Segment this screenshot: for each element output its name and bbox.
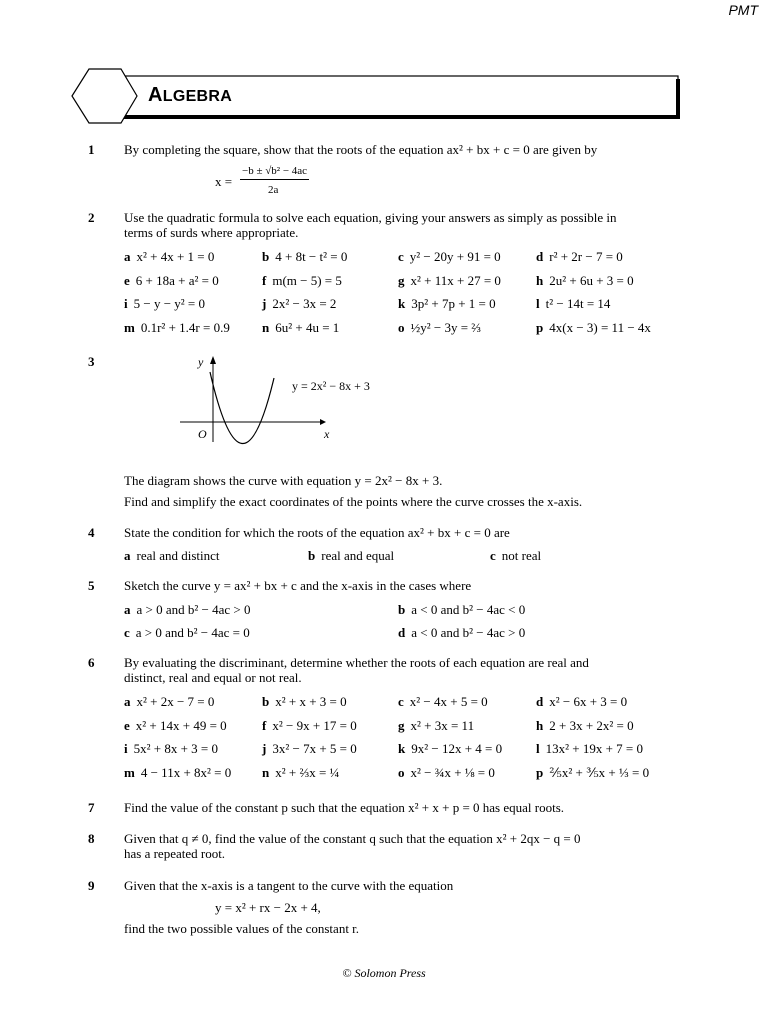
question-text: By completing the square, show that the roots of the equation ax² + bx + c = 0 are given by <box>124 142 598 157</box>
sub-question <box>124 548 220 564</box>
sub-question-label: b <box>262 249 270 264</box>
sub-question-expression: 6 + 18a + a² = 0 <box>135 273 219 288</box>
sub-question <box>398 602 525 618</box>
sub-question-label: m <box>124 320 135 335</box>
sub-question-expression: 4x(x − 3) = 11 − 4x <box>549 320 651 335</box>
question-text: distinct, real and equal or not real. <box>124 670 302 685</box>
sub-question-expression: x² + 4x + 1 = 0 <box>136 249 215 264</box>
sub-question <box>398 718 474 734</box>
sub-question <box>124 249 214 265</box>
sub-question <box>398 694 488 710</box>
sub-question <box>124 694 214 710</box>
sub-question <box>124 273 219 289</box>
sub-question <box>124 296 205 312</box>
sub-question <box>262 694 347 710</box>
sub-question-expression: not real <box>501 548 542 563</box>
sub-question-label: d <box>536 249 544 264</box>
sub-question-expression: a > 0 and b² − 4ac > 0 <box>136 602 251 617</box>
sub-question-label: c <box>124 625 130 640</box>
sub-question-expression: 0.1r² + 1.4r = 0.9 <box>140 320 230 335</box>
sub-question-label: g <box>398 273 405 288</box>
sub-question-expression: t² − 14t = 14 <box>545 296 611 311</box>
sub-question <box>398 296 496 312</box>
sub-question-label: b <box>262 694 270 709</box>
sub-question <box>398 320 481 336</box>
sub-question-expression: 4 − 11x + 8x² = 0 <box>140 765 232 780</box>
sub-question-expression: 3x² − 7x + 5 = 0 <box>272 741 357 756</box>
sub-question <box>536 765 649 781</box>
sub-question <box>262 273 342 289</box>
sub-question <box>124 625 250 641</box>
sub-question <box>536 296 610 312</box>
sub-question <box>124 741 218 757</box>
sub-question-expression: x² + x + 3 = 0 <box>275 694 347 709</box>
formula-lhs: x = <box>215 174 233 189</box>
sub-question-expression: a > 0 and b² − 4ac = 0 <box>135 625 250 640</box>
sub-question-expression: x² − ¾x + ⅛ = 0 <box>410 765 495 780</box>
sub-question-expression: ⅖x² + ⅗x + ⅓ = 0 <box>549 765 650 780</box>
sub-question-expression: x² + 11x + 27 = 0 <box>410 273 501 288</box>
sub-question-expression: x² + 14x + 49 = 0 <box>135 718 227 733</box>
sub-question-expression: 5 − y − y² = 0 <box>133 296 206 311</box>
sub-question-label: b <box>398 602 406 617</box>
question-text: terms of surds where appropriate. <box>124 225 299 240</box>
sub-question-expression: 2 + 3x + 2x² = 0 <box>549 718 634 733</box>
sub-question <box>536 320 651 336</box>
sub-question-label: k <box>398 296 406 311</box>
formula-denominator: 2a <box>268 184 279 196</box>
sub-question-expression: 13x² + 19x + 7 = 0 <box>545 741 644 756</box>
sub-question-expression: x² + 2x − 7 = 0 <box>136 694 215 709</box>
section-banner <box>0 0 768 140</box>
sub-question-label: e <box>124 273 130 288</box>
sub-question-expression: 5x² + 8x + 3 = 0 <box>133 741 219 756</box>
question-number: 2 <box>88 210 95 225</box>
question-text: Use the quadratic formula to solve each equation, giving your answers as simply as possible in <box>124 210 617 225</box>
sub-question-label: o <box>398 320 405 335</box>
question-text: Sketch the curve y = ax² + bx + c and the x-axis in the cases where <box>124 578 472 593</box>
sub-question-label: f <box>262 273 267 288</box>
sub-question <box>262 296 336 312</box>
sub-question-label: d <box>536 694 544 709</box>
sub-question-expression: x² + ⅔x = ¼ <box>275 765 340 780</box>
question-number: 7 <box>88 800 95 815</box>
sub-question <box>536 249 623 265</box>
sub-question <box>536 741 643 757</box>
question-text: Given that the x-axis is a tangent to the curve with the equation <box>124 878 454 893</box>
question-equation: y = x² + rx − 2x + 4, <box>215 900 321 915</box>
sub-question <box>262 320 339 336</box>
sub-question <box>398 741 502 757</box>
sub-question-label: i <box>124 296 128 311</box>
sub-question-label: n <box>262 320 270 335</box>
sub-question <box>124 320 230 336</box>
parabola-graph <box>170 352 370 452</box>
sub-question-expression: a < 0 and b² − 4ac > 0 <box>411 625 526 640</box>
sub-question-label: c <box>398 249 404 264</box>
sub-question-label: h <box>536 273 544 288</box>
sub-question-expression: x² − 4x + 5 = 0 <box>409 694 488 709</box>
sub-question <box>398 273 501 289</box>
sub-question <box>262 718 357 734</box>
question-text: Find the value of the constant p such that the equation x² + x + p = 0 has equal roots. <box>124 800 565 815</box>
sub-question-label: o <box>398 765 405 780</box>
sub-question-expression: 3p² + 7p + 1 = 0 <box>411 296 496 311</box>
question-text: Find and simplify the exact coordinates of the points where the curve crosses the x-axis. <box>124 494 583 509</box>
sub-question <box>398 249 501 265</box>
sub-question <box>398 625 525 641</box>
sub-question-label: f <box>262 718 267 733</box>
question-text: find the two possible values of the constant r. <box>124 921 360 936</box>
sub-question-label: h <box>536 718 544 733</box>
sub-question <box>536 694 627 710</box>
question-text: State the condition for which the roots of the equation ax² + bx + c = 0 are <box>124 525 510 540</box>
sub-question <box>124 765 231 781</box>
origin-label: O <box>198 427 207 441</box>
sub-question-label: a <box>124 694 131 709</box>
x-axis-label: x <box>324 427 330 441</box>
sub-question <box>398 765 495 781</box>
sub-question-expression: 2u² + 6u + 3 = 0 <box>549 273 634 288</box>
corner-label: PMT <box>728 2 758 18</box>
sub-question <box>262 249 347 265</box>
y-axis-label: y <box>198 355 204 369</box>
question-text: Given that q ≠ 0, find the value of the constant q such that the equation x² + 2qx − q = 0 <box>124 831 581 846</box>
sub-question-expression: x² − 6x + 3 = 0 <box>549 694 628 709</box>
sub-question-label: a <box>124 602 131 617</box>
sub-question-label: l <box>536 741 540 756</box>
question-number: 4 <box>88 525 95 540</box>
sub-question-expression: a < 0 and b² − 4ac < 0 <box>411 602 526 617</box>
question-text: has a repeated root. <box>124 846 226 861</box>
sub-question-label: g <box>398 718 405 733</box>
sub-question <box>262 765 339 781</box>
sub-question <box>536 718 634 734</box>
sub-question-label: e <box>124 718 130 733</box>
parabola-curve <box>210 372 274 444</box>
sub-question <box>124 718 227 734</box>
formula-numerator: −b ± √b² − 4ac <box>240 163 309 180</box>
sub-question-expression: r² + 2r − 7 = 0 <box>549 249 623 264</box>
sub-question-label: c <box>490 548 496 563</box>
sub-question-expression: x² + 3x = 11 <box>410 718 475 733</box>
question-text: By evaluating the discriminant, determine whether the roots of each equation are real and <box>124 655 589 670</box>
y-axis-arrow <box>210 356 216 364</box>
sub-question-expression: 6u² + 4u = 1 <box>275 320 340 335</box>
sub-question-label: m <box>124 765 135 780</box>
question-number: 9 <box>88 878 95 893</box>
question-number: 5 <box>88 578 95 593</box>
sub-question-label: p <box>536 320 544 335</box>
sub-question-label: k <box>398 741 406 756</box>
question-number: 8 <box>88 831 95 846</box>
sub-question-expression: 2x² − 3x = 2 <box>272 296 337 311</box>
sub-question <box>308 548 394 564</box>
sub-question-expression: real and equal <box>321 548 395 563</box>
question-number: 6 <box>88 655 95 670</box>
sub-question <box>124 602 250 618</box>
sub-question <box>262 741 357 757</box>
sub-question-label: j <box>262 741 267 756</box>
sub-question-expression: real and distinct <box>136 548 220 563</box>
sub-question-label: d <box>398 625 406 640</box>
sub-question-label: c <box>398 694 404 709</box>
sub-question-label: i <box>124 741 128 756</box>
sub-question-expression: m(m − 5) = 5 <box>272 273 342 288</box>
sub-question-expression: y² − 20y + 91 = 0 <box>409 249 501 264</box>
question-number: 3 <box>88 354 95 369</box>
sub-question-expression: 9x² − 12x + 4 = 0 <box>411 741 503 756</box>
sub-question-label: a <box>124 249 131 264</box>
curve-label: y = 2x² − 8x + 3 <box>292 379 370 393</box>
sub-question-label: l <box>536 296 540 311</box>
question-text: The diagram shows the curve with equation y = 2x² − 8x + 3. <box>124 473 443 488</box>
sub-question-label: j <box>262 296 267 311</box>
question-number: 1 <box>88 142 95 157</box>
sub-question-label: b <box>308 548 316 563</box>
section-title: ALGEBRA <box>148 84 233 106</box>
x-axis-arrow <box>320 419 326 425</box>
sub-question-label: a <box>124 548 131 563</box>
footer-credit: © Solomon Press <box>342 966 426 980</box>
sub-question <box>490 548 541 564</box>
sub-question-expression: x² − 9x + 17 = 0 <box>272 718 357 733</box>
sub-question <box>536 273 634 289</box>
sub-question-expression: 4 + 8t − t² = 0 <box>275 249 348 264</box>
sub-question-label: n <box>262 765 270 780</box>
sub-question-expression: ½y² − 3y = ⅔ <box>410 320 482 335</box>
sub-question-label: p <box>536 765 544 780</box>
